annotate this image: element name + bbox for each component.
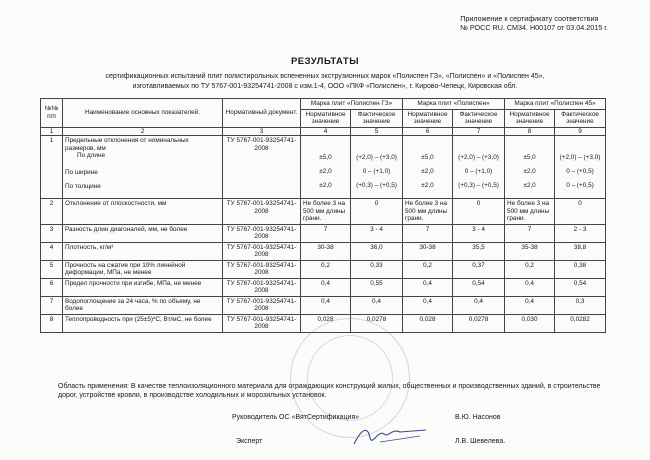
value-cell: ±5,0 <box>421 154 434 161</box>
value-cell: Не более 3 на 500 мм длины грани. <box>301 199 351 225</box>
value-cell: 0,030 <box>505 314 555 332</box>
value-cell: 7 <box>301 224 351 242</box>
header-norm: Нормативное значение <box>403 109 453 127</box>
value-cell: 0,4 <box>505 296 555 314</box>
row-name: Отклонение от плоскостности, мм <box>63 199 223 225</box>
value-cell: 0 <box>351 199 403 225</box>
value-cell: 0,4 <box>301 278 351 296</box>
value-cell: Не более 3 на 500 мм длины грани. <box>505 199 555 225</box>
value-cell: 0,4 <box>453 296 505 314</box>
value-cell: 0 – (+0,5) <box>566 182 594 189</box>
value-cell: 0,38 <box>555 260 606 278</box>
value-cell: 0,2 <box>505 260 555 278</box>
appendix-line-1: Приложение к сертификату соответствия <box>460 14 599 23</box>
value-cell: ±2,0 <box>523 168 536 175</box>
value-cell: 0 <box>555 199 606 225</box>
column-number-row <box>41 127 606 136</box>
certificate-number: № РОСС RU. СМ34. Н00107 от 03.04.2015 г. <box>460 23 608 32</box>
header-fact: Фактическое значение <box>453 109 505 127</box>
document-subtitle <box>40 72 610 91</box>
table-row <box>41 136 606 199</box>
header-fact: Фактическое значение <box>555 109 606 127</box>
value-cell: 0 <box>453 199 505 225</box>
row-name: Плотность, кг/м³ <box>63 242 223 260</box>
subtitle-line-2: изготавливаемых по ТУ 5767-001-93254741-2008 с изм.1-4, ООО «ПКФ «Полиспен», г. Кирово-Чепецк, Кировская обл. <box>132 82 518 90</box>
value-cell: 30-38 <box>403 242 453 260</box>
value-cell: 35,5 <box>453 242 505 260</box>
row-name: Прочность на сжатие при 10% линейной деформации, МПа, не менее <box>63 260 223 278</box>
value-cell: 0,2 <box>301 260 351 278</box>
row-doc: ТУ 5767-001-93254741-2008 <box>223 260 301 278</box>
row-num: 5 <box>41 260 63 278</box>
row-values <box>555 136 606 199</box>
sub-label-width: По ширине <box>65 169 98 176</box>
row-doc: ТУ 5767-001-93254741-2008 <box>223 296 301 314</box>
value-cell: 0 – (+1,0) <box>362 168 391 175</box>
value-cell: 0,0278 <box>453 314 505 332</box>
value-cell: 0,4 <box>351 296 403 314</box>
header-norm: Нормативное значение <box>505 109 555 127</box>
results-table <box>40 98 606 333</box>
value-cell: 7 <box>505 224 555 242</box>
header-brand-polispen: Марка плит «Полиспен» <box>403 99 505 110</box>
row-doc: ТУ 5767-001-93254741-2008 <box>223 278 301 296</box>
header-brand-polispen-gz: Марка плит «Полиспен ГЗ» <box>301 99 403 110</box>
column-number: 9 <box>555 127 606 136</box>
column-number: 5 <box>351 127 403 136</box>
row-doc: ТУ 5767-001-93254741-2008 <box>223 242 301 260</box>
row-doc: ТУ 5767-001-93254741-2008 <box>223 199 301 225</box>
value-cell: ±2,0 <box>421 168 434 175</box>
table-row <box>41 296 606 314</box>
value-cell: 3 - 4 <box>351 224 403 242</box>
expert-title: Эксперт <box>236 438 263 445</box>
header-doc: Нормативный документ. <box>223 99 301 128</box>
value-cell: 0,55 <box>351 278 403 296</box>
table-row <box>41 260 606 278</box>
value-cell: (+0,3) – (+0,5) <box>356 182 397 189</box>
value-cell: 0,33 <box>351 260 403 278</box>
value-cell: ±2,0 <box>421 182 434 189</box>
column-number: 7 <box>453 127 505 136</box>
scope-of-application: Область применения: В качестве теплоизоляционного материала для ограждающих конструкций жилых, общественных и производственных зданий, в строительстве дорог, устройстве кровли, в производстве холодильных и морозильных установок. <box>58 383 601 399</box>
value-cell: 0,4 <box>403 278 453 296</box>
row-values <box>351 136 403 199</box>
column-number: 3 <box>223 127 301 136</box>
row-name: Разность длин диагоналей, мм, не более <box>63 224 223 242</box>
column-number: 2 <box>63 127 223 136</box>
value-cell: 38,8 <box>555 242 606 260</box>
value-cell: 0,54 <box>453 278 505 296</box>
header-norm: Нормативное значение <box>301 109 351 127</box>
row-num: 4 <box>41 242 63 260</box>
sub-label-thickness: По толщине <box>65 183 101 190</box>
sub-label-length: По длине <box>77 152 106 159</box>
row-num: 8 <box>41 314 63 332</box>
value-cell: 0 – (+1,0) <box>464 168 493 175</box>
value-cell: 3 - 4 <box>453 224 505 242</box>
value-cell: 0,0282 <box>555 314 606 332</box>
header-brand-polispen-45: Марка плит «Полиспен 45» <box>505 99 606 110</box>
expert-name: Л.В. Шевелева. <box>455 438 506 445</box>
value-cell: ±5,0 <box>523 154 536 161</box>
value-cell: ±5,0 <box>319 154 332 161</box>
value-cell: 0 – (+0,5) <box>566 168 594 175</box>
value-cell: 30-38 <box>301 242 351 260</box>
value-cell: 35-38 <box>505 242 555 260</box>
value-cell: 0,54 <box>555 278 606 296</box>
signature-mark <box>350 420 430 450</box>
value-cell: 7 <box>403 224 453 242</box>
table-row <box>41 199 606 225</box>
value-cell: 0,3 <box>555 296 606 314</box>
value-cell: ±2,0 <box>319 182 332 189</box>
value-cell: ±2,0 <box>523 182 536 189</box>
table-row <box>41 224 606 242</box>
value-cell: Не более 3 на 500 мм длины грани. <box>403 199 453 225</box>
row-name-text: Предельные отклонения от номинальных размеров, мм <box>65 137 189 152</box>
value-cell: 0,2 <box>403 260 453 278</box>
document-title: РЕЗУЛЬТАТЫ <box>290 56 360 67</box>
row-name <box>63 136 223 199</box>
row-values <box>301 136 351 199</box>
value-cell: ±2,0 <box>319 168 332 175</box>
table-row <box>41 242 606 260</box>
column-number: 4 <box>301 127 351 136</box>
row-num: 2 <box>41 199 63 225</box>
header-name: Наименование основных показателей. <box>63 99 223 128</box>
row-num: 3 <box>41 224 63 242</box>
row-values <box>403 136 453 199</box>
value-cell: (+0,3) – (+0,5) <box>458 182 499 189</box>
value-cell: 0,4 <box>301 296 351 314</box>
subtitle-line-1: сертификационных испытаний плит полистирольных вспененных экструзионных марок «Полиспен ГЗ», «Полиспен» и «Полиспен 45», <box>105 73 545 80</box>
head-name: В.Ю. Насонов <box>455 414 501 421</box>
appendix-note <box>460 14 608 32</box>
row-name: Предел прочности при изгибе, МПа, не менее <box>63 278 223 296</box>
row-doc: ТУ 5767-001-93254741-2008 <box>223 136 301 199</box>
row-num: 6 <box>41 278 63 296</box>
value-cell: 0,37 <box>453 260 505 278</box>
value-cell: 36,0 <box>351 242 403 260</box>
value-cell: (+2,0) – (+3,0) <box>559 154 601 161</box>
column-number: 6 <box>403 127 453 136</box>
head-title: Руководитель ОС «ВятСертификация» <box>232 414 360 421</box>
table-row <box>41 278 606 296</box>
row-doc: ТУ 5767-001-93254741-2008 <box>223 314 301 332</box>
value-cell: (+2,0) – (+3,0) <box>458 154 499 161</box>
row-values <box>505 136 555 199</box>
row-name: Теплопроводность при (25±5)ºС, Вт/мС, не более <box>63 314 223 332</box>
row-num: 1 <box>41 136 63 199</box>
value-cell: 0,028 <box>301 314 351 332</box>
header-num: №№ п/п <box>41 99 63 128</box>
row-doc: ТУ 5767-001-93254741-2008 <box>223 224 301 242</box>
value-cell: 0,0278 <box>351 314 403 332</box>
column-number: 8 <box>505 127 555 136</box>
value-cell: 2 - 3 <box>555 224 606 242</box>
header-fact: Фактическое значение <box>351 109 403 127</box>
value-cell: 0,4 <box>403 296 453 314</box>
column-number: 1 <box>41 127 63 136</box>
value-cell: 0,4 <box>505 278 555 296</box>
row-name: Водопоглощение за 24 часа, % по объему, не более <box>63 296 223 314</box>
row-num: 7 <box>41 296 63 314</box>
value-cell: (+2,0) – (+3,0) <box>356 154 397 161</box>
value-cell: 0,028 <box>403 314 453 332</box>
row-values <box>453 136 505 199</box>
